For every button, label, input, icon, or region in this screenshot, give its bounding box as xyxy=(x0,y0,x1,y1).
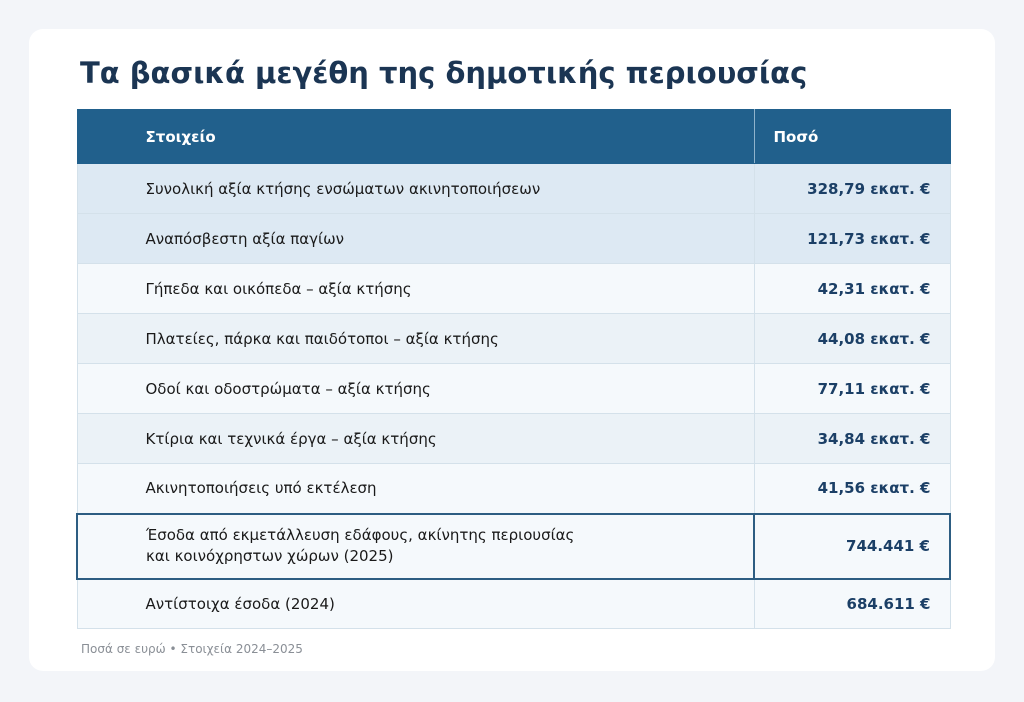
row-amount: 684.611 € xyxy=(754,579,950,629)
column-header-item: Στοιχείο xyxy=(77,110,754,164)
table-row xyxy=(77,314,950,364)
table-row xyxy=(77,464,950,514)
row-label: Συνολική αξία κτήσης ενσώματων ακινητοποιήσεων xyxy=(77,164,754,214)
row-label: Πλατείες, πάρκα και παιδότοποι – αξία κτήσης xyxy=(77,314,754,364)
column-header-amount: Ποσό xyxy=(754,110,950,164)
table-row xyxy=(77,164,950,214)
row-label: Αναπόσβεστη αξία παγίων xyxy=(77,214,754,264)
row-label xyxy=(77,514,754,579)
row-amount: 744.441 € xyxy=(754,514,950,579)
row-label-line-2: και κοινόχρηστων χώρων (2025) xyxy=(146,547,394,565)
row-amount: 328,79 εκατ. € xyxy=(754,164,950,214)
row-label: Οδοί και οδοστρώματα – αξία κτήσης xyxy=(77,364,754,414)
row-amount: 44,08 εκατ. € xyxy=(754,314,950,364)
table-row xyxy=(77,579,950,629)
row-label: Ακινητοποιήσεις υπό εκτέλεση xyxy=(77,464,754,514)
table-row xyxy=(77,364,950,414)
row-label: Αντίστοιχα έσοδα (2024) xyxy=(77,579,754,629)
row-label: Κτίρια και τεχνικά έργα – αξία κτήσης xyxy=(77,414,754,464)
row-label-line-1: Έσοδα από εκμετάλλευση εδάφους, ακίνητης περιουσίας xyxy=(146,526,575,544)
table-header-row xyxy=(77,110,950,164)
row-amount: 42,31 εκατ. € xyxy=(754,264,950,314)
row-amount: 34,84 εκατ. € xyxy=(754,414,950,464)
table-row xyxy=(77,414,950,464)
footnote: Ποσά σε ευρώ • Στοιχεία 2024–2025 xyxy=(81,642,303,656)
row-amount: 77,11 εκατ. € xyxy=(754,364,950,414)
row-amount: 41,56 εκατ. € xyxy=(754,464,950,514)
row-amount: 121,73 εκατ. € xyxy=(754,214,950,264)
row-label: Γήπεδα και οικόπεδα – αξία κτήσης xyxy=(77,264,754,314)
content-card xyxy=(29,29,995,671)
assets-table xyxy=(76,109,951,629)
table-row xyxy=(77,264,950,314)
table-row xyxy=(77,214,950,264)
table-row-highlighted xyxy=(77,514,950,579)
page-title: Τα βασικά μεγέθη της δημοτικής περιουσίας xyxy=(80,56,808,90)
